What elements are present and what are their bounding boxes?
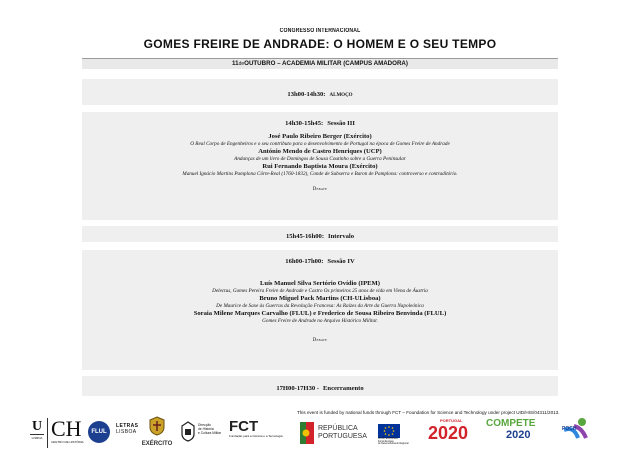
flul-logo: FLUL bbox=[88, 421, 110, 443]
sponsor-logos bbox=[0, 404, 640, 453]
session-3-heading bbox=[82, 116, 558, 128]
talk-title: Delectus, Gomes Pereira Freire de Andrade e Castro Os primeiros 25 anos de vida em Viena de Áustria bbox=[212, 288, 428, 294]
portugal-flag-icon bbox=[300, 422, 314, 444]
session-4-time: 16h00-17h00: bbox=[285, 258, 324, 265]
date-bar bbox=[82, 58, 558, 69]
eu-line: UNIÃO EUROPEIA bbox=[378, 438, 398, 440]
lunch-time: 13h00-14h30: bbox=[287, 91, 326, 98]
talk-item bbox=[82, 295, 558, 310]
talk-title: Andanças de um livro de Domingos de Sousa Coutinho sobre a Guerra Peninsular bbox=[234, 156, 406, 162]
compete-word: COMPETE bbox=[486, 418, 536, 429]
portugal2020-year: 2020 bbox=[428, 423, 469, 443]
eu-line: de Desenvolvimento Regional bbox=[378, 443, 409, 446]
exercito-word: EXÉRCITO bbox=[141, 441, 173, 447]
talk-title: Manuel Ignácio Martins Pamplona Côrte-Real (1760-1832), Conde de Subserra e Baron de Pamplona: controverso e contraditório. bbox=[182, 171, 458, 177]
closing-label: Encerramento bbox=[323, 385, 364, 392]
eu-logo bbox=[378, 424, 426, 444]
break-label: Intervalo bbox=[328, 233, 355, 240]
dhcm-line: e Cultura Militar bbox=[198, 431, 222, 436]
letras-sub: LISBOA bbox=[116, 429, 137, 435]
republica-line: PORTUGUESA bbox=[318, 433, 367, 440]
exercito-logo bbox=[136, 416, 178, 450]
session-4-box bbox=[82, 250, 558, 370]
ch-letters: CH bbox=[51, 416, 82, 441]
talk-item bbox=[82, 163, 558, 178]
session-3-label: Sessão III bbox=[327, 120, 355, 127]
talk-speaker: António Mendo de Castro Henriques (UCP) bbox=[258, 148, 382, 155]
closing-box bbox=[82, 376, 558, 396]
exercito-emblem-icon bbox=[148, 416, 166, 436]
break-time: 15h45-16h00: bbox=[285, 233, 325, 240]
ulisboa-sub: LISBOA bbox=[31, 436, 43, 440]
republica-text bbox=[318, 425, 367, 441]
eu-line: Fundo Europeu bbox=[378, 440, 394, 443]
talk-speaker: Bruno Miguel Pack Martins (CH-ULisboa) bbox=[259, 295, 381, 302]
dhcm-crest-icon bbox=[180, 420, 196, 442]
eu-flag-icon bbox=[378, 424, 400, 438]
debate-label: Debate bbox=[312, 338, 328, 343]
date-de: de bbox=[238, 61, 245, 67]
talk-title: De Maurice de Saxe às Guerras da Revolução Francesa: As Raízes da Arte da Guerra Napoleónica bbox=[216, 303, 424, 309]
congress-title: GOMES FREIRE DE ANDRADE: O HOMEM E O SEU TEMPO bbox=[143, 37, 497, 51]
talk-speaker: Luís Manuel Silva Sertório Ovídio (IPEM) bbox=[260, 280, 380, 287]
republica-logo bbox=[300, 422, 376, 446]
fct-letters: FCT bbox=[229, 418, 259, 435]
ch-logo bbox=[47, 418, 85, 448]
break-box bbox=[82, 226, 558, 242]
congress-label: CONGRESSO INTERNACIONAL bbox=[279, 28, 361, 34]
talk-speaker: Soraia Milene Marques Carvalho (FLUL) e Frederico de Sousa Ribeiro Benvinda (FLUL) bbox=[193, 310, 447, 317]
ulisboa-letter: U bbox=[31, 419, 43, 434]
ulisboa-rule bbox=[30, 434, 44, 435]
portugal2020-logo bbox=[428, 418, 484, 448]
talk-speaker: Rui Fernando Baptista Moura (Exército) bbox=[262, 163, 378, 170]
date-day: 11 bbox=[232, 60, 239, 67]
republica-line: REPÚBLICA bbox=[318, 425, 358, 432]
talk-item bbox=[82, 310, 558, 325]
funding-note: This event is funded by national funds through FCT – Foundation for Science and Technology under project UID/HIS/04311/2013. bbox=[297, 410, 560, 415]
compete-logo bbox=[486, 418, 546, 448]
portugal2020-small: PORTUGAL bbox=[440, 418, 463, 423]
session-4-heading bbox=[82, 254, 558, 266]
closing-time: 17H00-17H30 - bbox=[276, 385, 320, 392]
talk-title: Gomes Freire de Andrade no Arquivo Histórico Militar. bbox=[262, 318, 378, 324]
talk-item bbox=[82, 133, 558, 148]
letras-logo bbox=[116, 423, 138, 435]
fct-sub: Fundação para a Ciência e a Tecnologia bbox=[229, 434, 283, 438]
lunch-label: almoço bbox=[329, 91, 353, 98]
poch-word: POCH bbox=[562, 426, 577, 432]
letras-word: LETRAS bbox=[116, 423, 139, 429]
ch-sub: CENTRO DE HISTÓRIA bbox=[51, 440, 84, 444]
dhcm-line: de História bbox=[198, 427, 214, 432]
fct-logo bbox=[229, 419, 293, 447]
ulisboa-logo bbox=[30, 420, 44, 448]
dhcm-line: Direcção bbox=[198, 423, 212, 427]
talk-speaker: José Paulo Ribeiro Berger (Exército) bbox=[268, 133, 372, 140]
talk-title: O Real Corpo de Engenheiros e o seu contributo para o desenvolvimento de Portugal na época de Gomes Freire de Andrade bbox=[190, 141, 450, 147]
dhcm-text bbox=[198, 423, 221, 436]
session-3-box bbox=[82, 112, 558, 220]
compete-year: 2020 bbox=[506, 429, 531, 441]
talk-item bbox=[82, 280, 558, 295]
date-venue: OUTUBRO – ACADEMIA MILITAR (CAMPUS AMADORA) bbox=[244, 60, 408, 67]
talk-item bbox=[82, 148, 558, 163]
debate-label: Debate bbox=[312, 187, 328, 192]
eu-text bbox=[378, 438, 409, 446]
lunch-box bbox=[82, 79, 558, 105]
poch-logo bbox=[560, 416, 604, 446]
session-4-label: Sessão IV bbox=[327, 258, 355, 265]
session-3-time: 14h30-15h45: bbox=[285, 120, 324, 127]
dhcm-logo bbox=[180, 420, 224, 446]
